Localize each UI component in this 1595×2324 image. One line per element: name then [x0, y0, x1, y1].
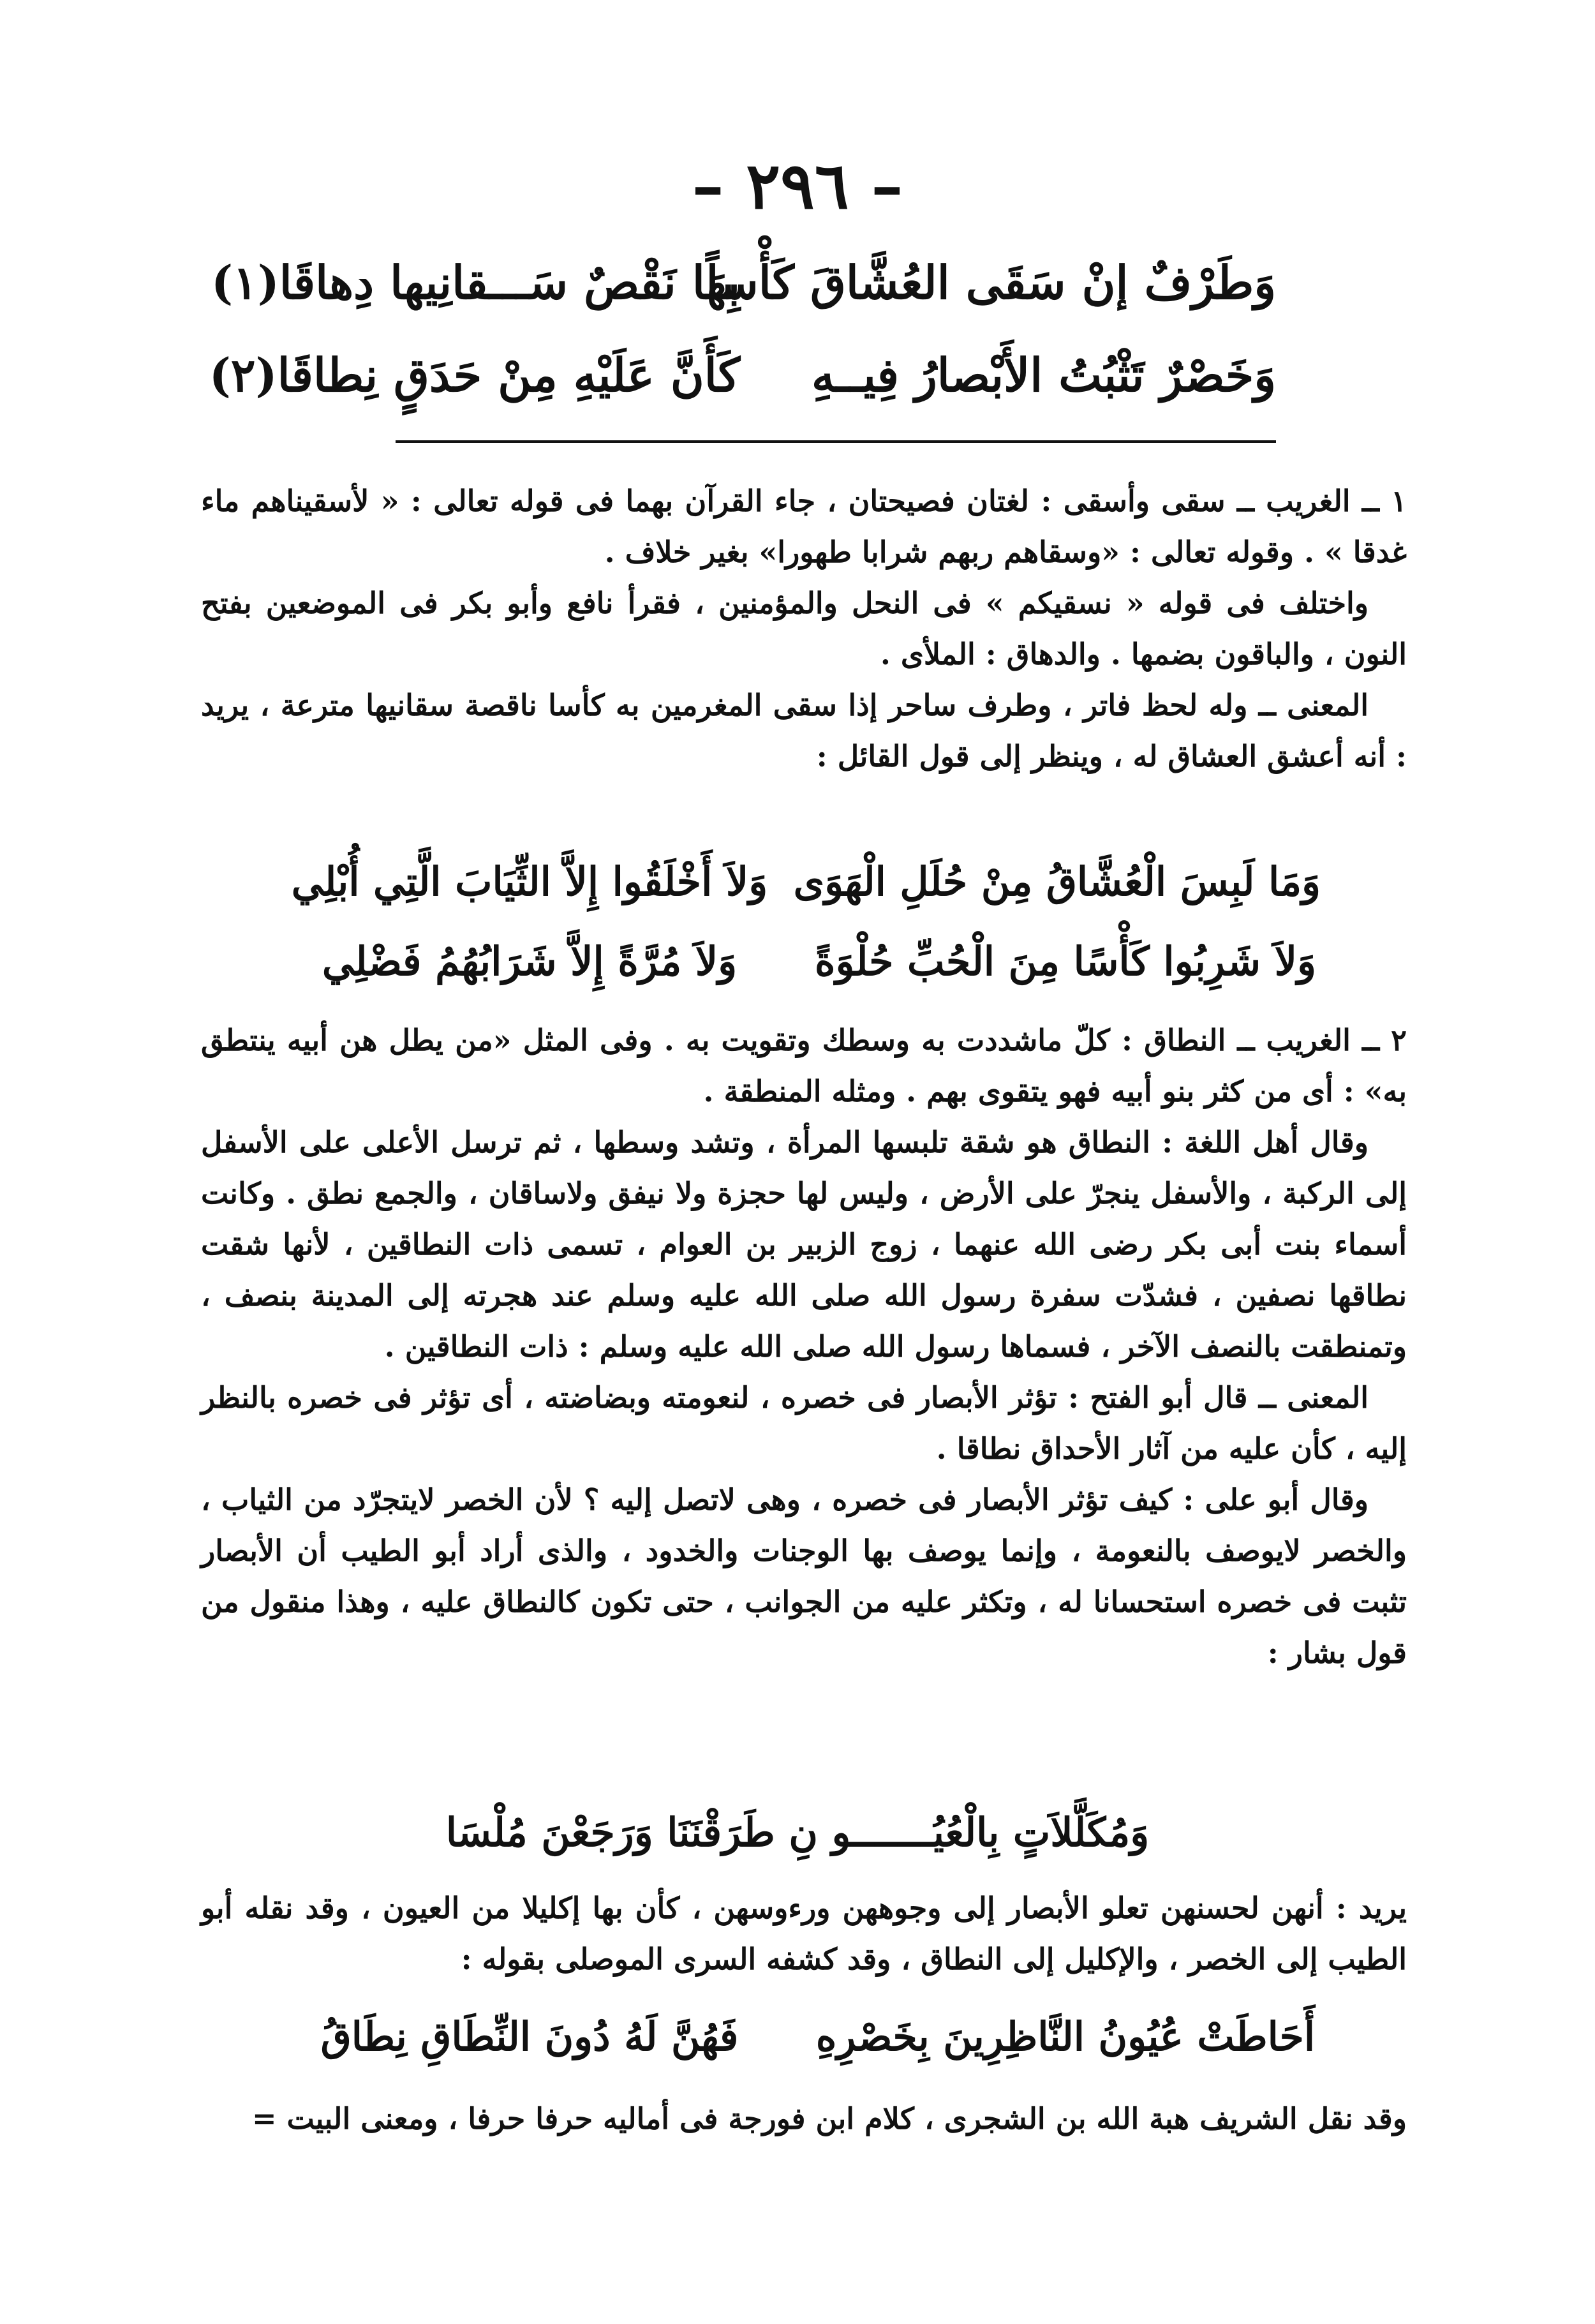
verse-2-first-hemistich: وَخَصْرٌ تَثْبُتُ الأَبْصارُ فِيــهِ	[811, 348, 1276, 402]
quoted-verse-sari-second-hemistich: فَهُنَّ لَهُ دُونَ النِّطَاقِ نِطَاقُ	[320, 2013, 739, 2060]
page-number: – ٢٩٦ –	[692, 148, 903, 223]
verse-1-first-hemistich: وَطَرْفٌ إنْ سَقَى العُشَّاقَ كَأْساً	[706, 255, 1276, 309]
footnote-1-gharib: ١ ــ الغريب ــ سقى وأسقى : لغتان فصيحتان ، جاء القرآن بهما فى قوله تعالى : « لأسقيناهم ماء غدقا » . وقوله تعالى : «وسقاهم ربهم شرابا طهورا» بغير خلاف .	[201, 484, 1407, 569]
quoted-verse-sari	[274, 2013, 1321, 2077]
quoted-verse-sari-first-hemistich: أَحَاطَتْ عُيُونُ النَّاظِرِينَ بِخَصْرِهِ	[815, 2013, 1316, 2060]
footnote-separator	[396, 440, 1276, 443]
footnote-2-lexicon: وقال أهل اللغة : النطاق هو شقة تلبسها المرأة ، وتشد وسطها ، ثم ترسل الأعلى على الأسفل إلى الركبة ، والأسفل ينجرّ على الأرض ، وليس لها حجزة ولا نيفق ولاساقان ، والجمع نطق . وكانت أسماء بنت أبى بكر رضى الله عنهما ، زوج الزبير بن العوام ، تسمى ذات النطاقين ، لأنها شقت نطاقها نصفين ، فشدّت سفرة رسول الله صلى الله عليه وسلم عند هجرته إلى المدينة بنصف ، وتمنطقت بالنصف الآخر ، فسماها رسول الله صلى الله عليه وسلم : ذات النطاقين .	[201, 1125, 1407, 1364]
footnote-1	[201, 475, 1407, 782]
quoted-verse-2-second-hemistich: وَلاَ مُرَّةً إِلاَّ شَرَابُهُمُ فَضْلِي	[322, 938, 738, 985]
quoted-verse-1	[274, 858, 1321, 922]
footnote-1-qiraat: واختلف فى قوله « نسقيكم » فى النحل والمؤمنين ، فقرأ نافع وأبو بكر فى الموضعين بفتح النون ، والباقون بضمها . والدهاق : الملأى .	[201, 586, 1407, 671]
quoted-verse-bashshar: وَمُكَلَّلاَتٍ بِالْعُيُـــــــو نِ طَرَقْنَنَا وَرَجَعْنَ مُلْسَا	[445, 1809, 1150, 1856]
footnote-2-abuali: وقال أبو على : كيف تؤثر الأبصار فى خصره ، وهى لاتصل إليه ؟ لأن الخصر لايتجرّد من الثياب ، والخصر لايوصف بالنعومة ، وإنما يوصف بها الوجنات والخدود ، والذى أراد أبو الطيب أن الأبصار تثبت فى خصره استحسانا له ، وتكثر عليه من الجوانب ، حتى تكون كالنطاق عليه ، وهذا منقول من قول بشار :	[201, 1482, 1407, 1670]
quoted-verse-2	[274, 938, 1321, 1002]
footnote-2-final-line: وقد نقل الشريف هبة الله بن الشجرى ، كلام ابن فورجة فى أماليه حرفا حرفا ، ومعنى البيت =	[251, 2101, 1407, 2136]
verse-2-second-hemistich: كَأَنَّ عَلَيْهِ مِنْ حَدَقٍ نِطاقَا(٢)	[209, 348, 740, 402]
quoted-verse-2-first-hemistich: وَلاَ شَرِبُوا كَأْسًا مِنَ الْحُبِّ حُلْوَةً	[815, 938, 1316, 985]
quoted-verse-1-second-hemistich: وَلاَ أَخْلَقُوا إِلاَّ الثِّيَابَ الَّتِي أُبْلِي	[291, 858, 768, 905]
footnote-1-meaning: المعنى ــ وله لحظ فاتر ، وطرف ساحر إذا سقى المغرمين به كأسا ناقصة سقانيها مترعة ، يريد : أنه أعشق العشاق له ، وينظر إلى قول القائل :	[201, 688, 1407, 773]
footnote-2-explanation: يريد : أنهن لحسنهن تعلو الأبصار إلى وجوههن ورءوسهن ، كأن بها إكليلا من العيون ، وقد نقله أبو الطيب إلى الخصر ، والإكليل إلى النطاق ، وقد كشفه السرى الموصلى بقوله :	[201, 1891, 1407, 1976]
verse-1-second-hemistich: بِهَا نَقْصٌ سَـــقانِيها دِهاقَا(١)	[211, 255, 740, 309]
verse-line-2	[209, 348, 1276, 418]
quoted-verse-1-first-hemistich: وَمَا لَبِسَ الْعُشَّاقُ مِنْ حُلَلِ الْهَوَى	[793, 858, 1321, 905]
footnote-2-final	[201, 2093, 1407, 2144]
footnote-2-continued	[201, 1882, 1407, 1985]
footnote-2	[201, 1015, 1407, 1678]
footnote-2-gharib: ٢ ــ الغريب ــ النطاق : كلّ ماشددت به وسطك وتقويت به . وفى المثل «من يطل هن أبيه ينتطق به» : أى من كثر بنو أبيه فهو يتقوى بهم . ومثله المنطقة .	[201, 1023, 1407, 1108]
verse-line-1	[211, 255, 1276, 325]
footnote-2-abulfath: المعنى ــ قال أبو الفتح : تؤثر الأبصار فى خصره ، لنعومته وبضاضته ، أى تؤثر فى خصره بالنظر إليه ، كأن عليه من آثار الأحداق نطاقا .	[201, 1380, 1407, 1466]
